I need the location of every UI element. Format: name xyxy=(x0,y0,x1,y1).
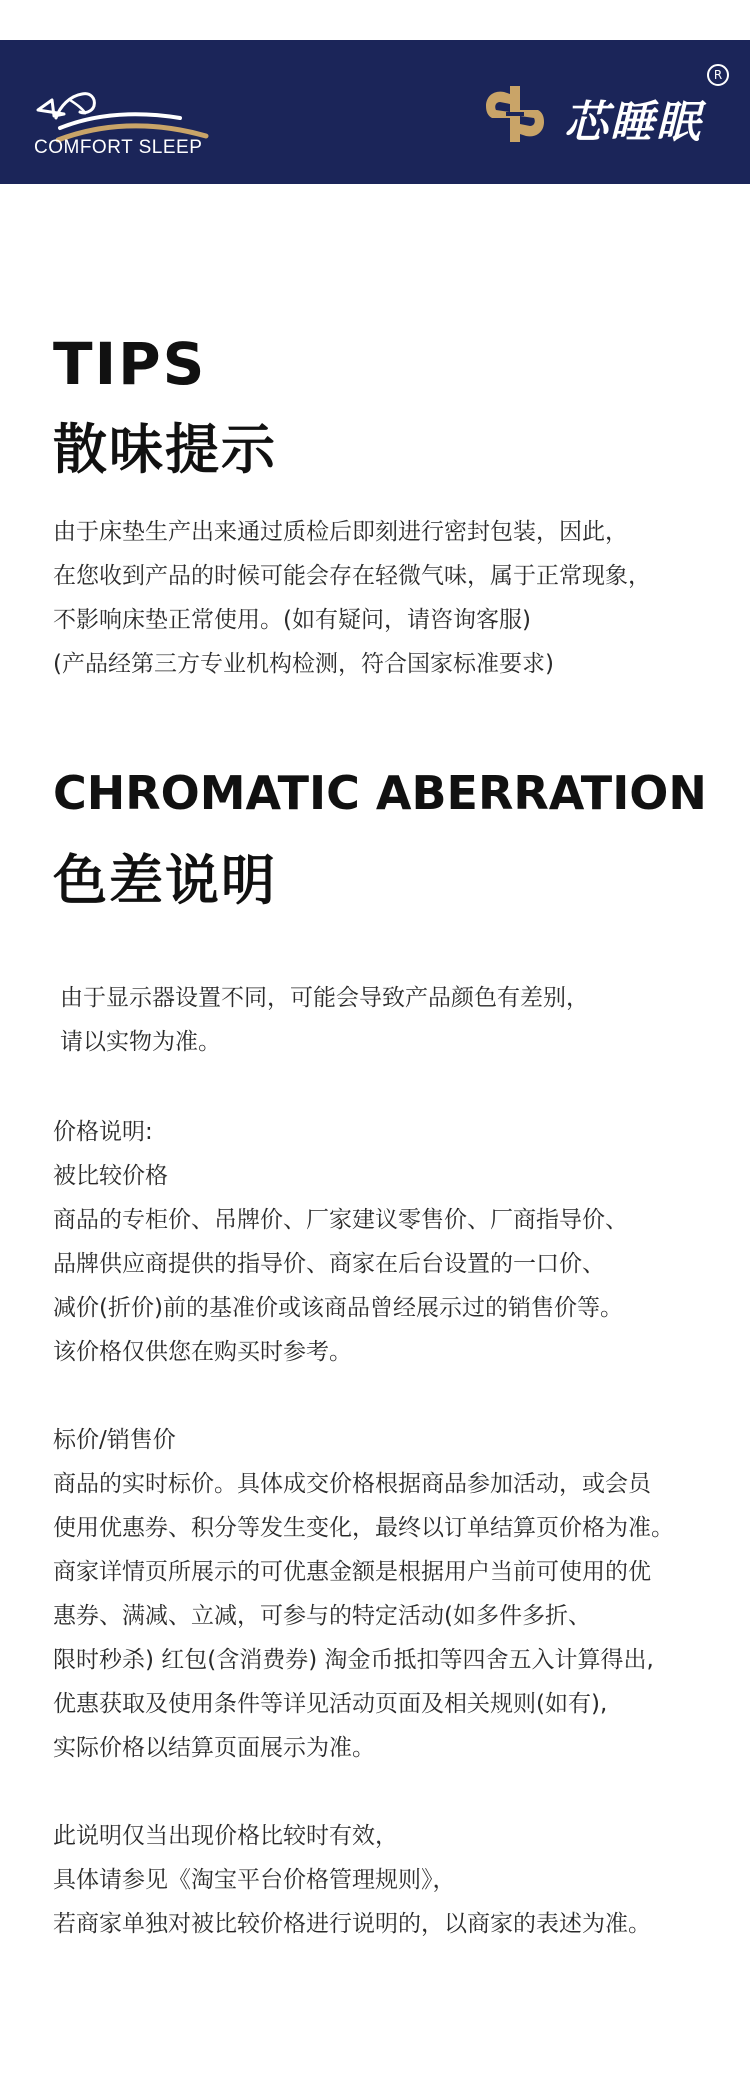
price-line: 若商家单独对被比较价格进行说明的，以商家的表述为准。 xyxy=(53,1911,651,1937)
comfort-sleep-wordmark: COMFORT SLEEP xyxy=(34,137,203,158)
price-explanation xyxy=(53,1110,733,1946)
tips-line: 不影响床垫正常使用。(如有疑问，请咨询客服) xyxy=(53,607,531,633)
price-line: 优惠获取及使用条件等详见活动页面及相关规则(如有), xyxy=(53,1691,608,1717)
price-line: 品牌供应商提供的指导价、商家在后台设置的一口价、 xyxy=(53,1251,605,1277)
chromatic-line: 请以实物为准。 xyxy=(60,1029,221,1055)
chromatic-paragraph xyxy=(60,976,740,1064)
price-line: 实际价格以结算页面展示为准。 xyxy=(53,1735,375,1761)
brand-cross-emblem-icon xyxy=(480,82,550,146)
chromatic-heading-zh: 色差说明 xyxy=(53,849,277,912)
tips-heading-en: TIPS xyxy=(53,330,207,398)
price-line: 商品的实时标价。具体成交价格根据商品参加活动，或会员 xyxy=(53,1471,651,1497)
price-line: 商家详情页所展示的可优惠金额是根据用户当前可使用的优 xyxy=(53,1559,651,1585)
brand-logo xyxy=(480,60,730,160)
price-line xyxy=(53,1770,733,1814)
tips-line: 由于床垫生产出来通过质检后即刻进行密封包装，因此， xyxy=(53,519,628,545)
price-line: 此说明仅当出现价格比较时有效， xyxy=(53,1823,398,1849)
chromatic-line: 由于显示器设置不同，可能会导致产品颜色有差别， xyxy=(60,985,589,1011)
tips-line: 在您收到产品的时候可能会存在轻微气味，属于正常现象， xyxy=(53,563,651,589)
price-line: 价格说明: xyxy=(53,1119,153,1145)
price-line: 商品的专柜价、吊牌价、厂家建议零售价、厂商指导价、 xyxy=(53,1207,628,1233)
tips-heading-zh: 散味提示 xyxy=(53,418,277,481)
tips-line: (产品经第三方专业机构检测，符合国家标准要求) xyxy=(53,651,554,677)
price-line: 减价(折价)前的基准价或该商品曾经展示过的销售价等。 xyxy=(53,1295,623,1321)
brand-name: 芯睡眠 xyxy=(564,97,702,148)
tips-paragraph xyxy=(53,510,733,686)
price-line: 具体请参见《淘宝平台价格管理规则》， xyxy=(53,1867,456,1893)
brand-header xyxy=(0,40,750,184)
price-line: 该价格仅供您在购买时参考。 xyxy=(53,1339,352,1365)
price-line: 使用优惠券、积分等发生变化，最终以订单结算页价格为准。 xyxy=(53,1515,674,1541)
chromatic-heading-en: CHROMATIC ABERRATION xyxy=(53,766,707,820)
price-line: 标价/销售价 xyxy=(53,1427,176,1453)
price-line: 惠券、满减、立减，可参与的特定活动(如多件多折、 xyxy=(53,1603,591,1629)
registered-trademark-icon: R xyxy=(707,64,729,86)
price-line xyxy=(53,1374,733,1418)
price-line: 被比较价格 xyxy=(53,1163,168,1189)
price-line: 限时秒杀) 红包(含消费券) 淘金币抵扣等四舍五入计算得出, xyxy=(53,1647,654,1673)
